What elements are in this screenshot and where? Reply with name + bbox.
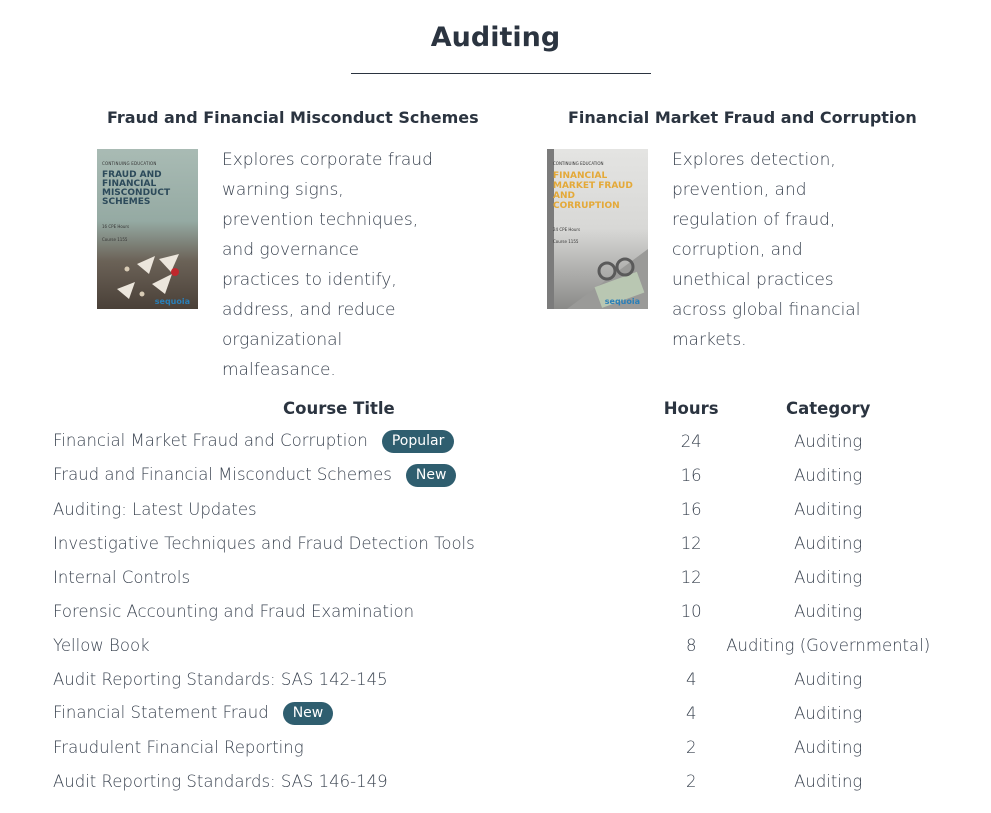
course-title-cell <box>53 662 659 696</box>
course-hours-cell: 24 <box>680 431 702 451</box>
course-title-cell <box>53 492 659 526</box>
course-category-cell: Auditing <box>794 431 863 451</box>
course-title-link[interactable]: Fraudulent Financial Reporting <box>53 737 304 757</box>
table-row <box>53 492 933 526</box>
course-title-link[interactable]: Yellow Book <box>53 635 150 655</box>
course-hours-cell: 4 <box>685 703 697 723</box>
title-divider <box>351 73 651 74</box>
cover-course-number: Course 1155 <box>553 239 579 244</box>
table-row <box>53 594 933 628</box>
course-category-cell: Auditing <box>794 669 863 689</box>
cover-top-label: CONTINUING EDUCATION <box>102 161 157 166</box>
course-title-link[interactable]: Forensic Accounting and Fraud Examination <box>53 601 415 621</box>
course-title-cell <box>53 424 659 458</box>
featured-course-heading[interactable]: Fraud and Financial Misconduct Schemes <box>107 108 479 127</box>
course-category-cell: Auditing <box>794 771 863 791</box>
table-row <box>53 526 933 560</box>
course-category-cell: Auditing (Governmental) <box>726 635 931 655</box>
table-row <box>53 424 933 458</box>
table-row <box>53 458 933 492</box>
course-hours-cell: 2 <box>685 771 697 791</box>
table-row <box>53 696 933 730</box>
status-badge: Popular <box>382 430 455 453</box>
cover-hours: 24 CPE Hours <box>553 227 581 232</box>
table-row <box>53 560 933 594</box>
course-title-cell <box>53 764 659 798</box>
column-header-category: Category <box>786 398 871 418</box>
column-header-hours: Hours <box>663 398 719 418</box>
course-hours-cell: 10 <box>680 601 702 621</box>
cover-title: FINANCIAL MARKET FRAUD AND CORRUPTION <box>553 171 633 211</box>
cover-hours: 16 CPE Hours <box>102 224 130 229</box>
course-category-cell: Auditing <box>794 567 863 587</box>
course-title-link[interactable]: Audit Reporting Standards: SAS 142-145 <box>53 669 388 689</box>
course-table <box>53 392 933 798</box>
book-cover-image[interactable] <box>97 149 198 309</box>
course-hours-cell: 8 <box>685 635 697 655</box>
course-title-link[interactable]: Fraud and Financial Misconduct Schemes <box>53 464 392 484</box>
cover-logo: sequoia <box>154 297 190 306</box>
cover-course-number: Course 1155 <box>102 237 128 242</box>
course-hours-cell: 12 <box>680 533 702 553</box>
course-title-link[interactable]: Investigative Techniques and Fraud Detection Tools <box>53 533 475 553</box>
column-header-title: Course Title <box>283 398 395 418</box>
course-hours-cell: 2 <box>685 737 697 757</box>
table-row <box>53 628 933 662</box>
course-title-link[interactable]: Internal Controls <box>53 567 191 587</box>
course-title-cell <box>53 730 659 764</box>
course-rows <box>53 424 933 798</box>
cover-logo: sequoia <box>604 297 640 306</box>
course-title-cell <box>53 458 659 492</box>
table-row <box>53 662 933 696</box>
featured-course-market-fraud <box>547 108 917 355</box>
status-badge: New <box>283 702 334 725</box>
course-category-cell: Auditing <box>794 737 863 757</box>
course-category-cell: Auditing <box>794 601 863 621</box>
course-title-cell <box>53 594 659 628</box>
cover-top-label: CONTINUING EDUCATION <box>553 161 604 166</box>
course-hours-cell: 4 <box>685 669 697 689</box>
course-hours-cell: 16 <box>680 465 702 485</box>
cover-title: FRAUD AND FINANCIAL MISCONDUCT SCHEMES <box>102 170 171 207</box>
course-hours-cell: 16 <box>680 499 702 519</box>
table-row <box>53 764 933 798</box>
course-title-link[interactable]: Auditing: Latest Updates <box>53 499 257 519</box>
course-title-link[interactable]: Financial Market Fraud and Corruption <box>53 430 368 450</box>
course-category-cell: Auditing <box>794 533 863 553</box>
featured-course-heading[interactable]: Financial Market Fraud and Corruption <box>568 108 917 127</box>
page-title: Auditing <box>430 22 561 53</box>
course-title-link[interactable]: Audit Reporting Standards: SAS 146-149 <box>53 771 388 791</box>
table-row <box>53 730 933 764</box>
book-cover-image[interactable] <box>547 149 648 309</box>
featured-course-description: Explores detection, prevention, and regulation of fraud, corruption, and unethical practices across global financial markets. <box>672 150 861 350</box>
course-hours-cell: 12 <box>680 567 702 587</box>
course-category-cell: Auditing <box>794 499 863 519</box>
featured-course-description: Explores corporate fraud warning signs, prevention techniques, and governance practices to identify, address, and reduce organizational malfeasance. <box>222 150 433 380</box>
table-header-row <box>53 392 933 424</box>
status-badge: New <box>406 464 457 487</box>
course-category-cell: Auditing <box>794 465 863 485</box>
course-category-cell: Auditing <box>794 703 863 723</box>
course-title-cell <box>53 526 659 560</box>
course-title-cell <box>53 560 659 594</box>
course-title-cell <box>53 628 659 662</box>
featured-course-fraud-misconduct <box>97 108 479 385</box>
course-title-link[interactable]: Financial Statement Fraud <box>53 702 269 722</box>
course-title-cell <box>53 696 659 730</box>
